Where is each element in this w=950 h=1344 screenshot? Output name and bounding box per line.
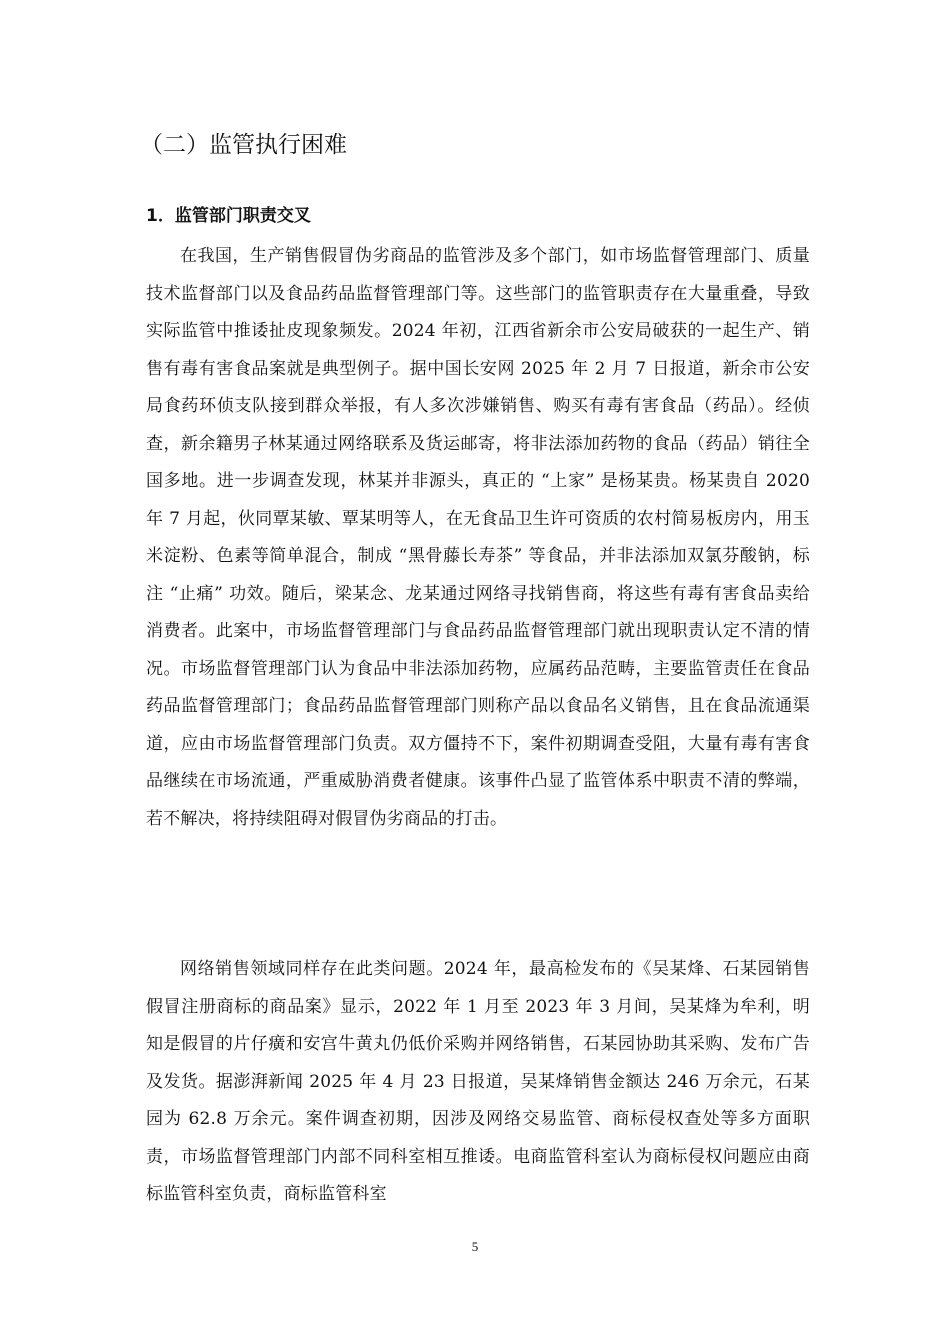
subsection-heading: 1．监管部门职责交叉 bbox=[146, 206, 311, 226]
page-number: 5 bbox=[471, 1239, 479, 1254]
body-paragraph-1: 在我国，生产销售假冒伪劣商品的监管涉及多个部门，如市场监督管理部门、质量技术监督部门以及食品药品监督管理部门等。这些部门的监管职责存在大量重叠，导致实际监管中推诿扯皮现象频发。2024 年初，江西省新余市公安局破获的一起生产、销售有毒有害食品案就是典型例子。据中国长安网 2025 年 2 月 7 日报道，新余市公安局食药环侦支队接到群众举报，有人多次涉嫌销售、购买有毒有害食品（药品）。经侦查，新余籍男子林某通过网络联系及货运邮寄，将非法添加药物的食品（药品）销往全国多地。进一步调查发现，林某并非源头，真正的 “上家” 是杨某贵。杨某贵自 2020 年 7 月起，伙同覃某敏、覃某明等人，在无食品卫生许可资质的农村简易板房内，用玉米淀粉、色素等简单混合，制成 “黑骨藤长寿茶” 等食品，并非法添加双氯芬酸钠，标注 “止痛” 功效。随后，梁某念、龙某通过网络寻找销售商，将这些有毒有害食品卖给消费者。此案中，市场监督管理部门与食品药品监督管理部门就出现职责认定不清的情况。市场监督管理部门认为食品中非法添加药物，应属药品范畴，主要监管责任在食品药品监督管理部门；食品药品监督管理部门则称产品以食品名义销售，且在食品流通渠道，应由市场监督管理部门负责。双方僵持不下，案件初期调查受阻，大量有毒有害食品继续在市场流通，严重威胁消费者健康。该事件凸显了监管体系中职责不清的弊端，若不解决，将持续阻碍对假冒伪劣商品的打击。 bbox=[146, 246, 810, 829]
section-heading: （二）监管执行困难 bbox=[140, 132, 347, 158]
body-paragraph-2: 网络销售领域同样存在此类问题。2024 年，最高检发布的《吴某烽、石某园销售假冒注册商标的商品案》显示，2022 年 1 月至 2023 年 3 月间，吴某烽为牟利，明知是假冒的片仔癀和安宫牛黄丸仍低价采购并网络销售，石某园协助其采购、发布广告及发货。据澎湃新闻 2025 年 4 月 23 日报道，吴某烽销售金额达 246 万余元，石某园为 62.8 万余元。案件调查初期，因涉及网络交易监管、商标侵权查处等多方面职责，市场监督管理部门内部不同科室相互推诿。电商监管科室认为商标侵权问题应由商标监管科室负责，商标监管科室 bbox=[146, 959, 810, 1204]
